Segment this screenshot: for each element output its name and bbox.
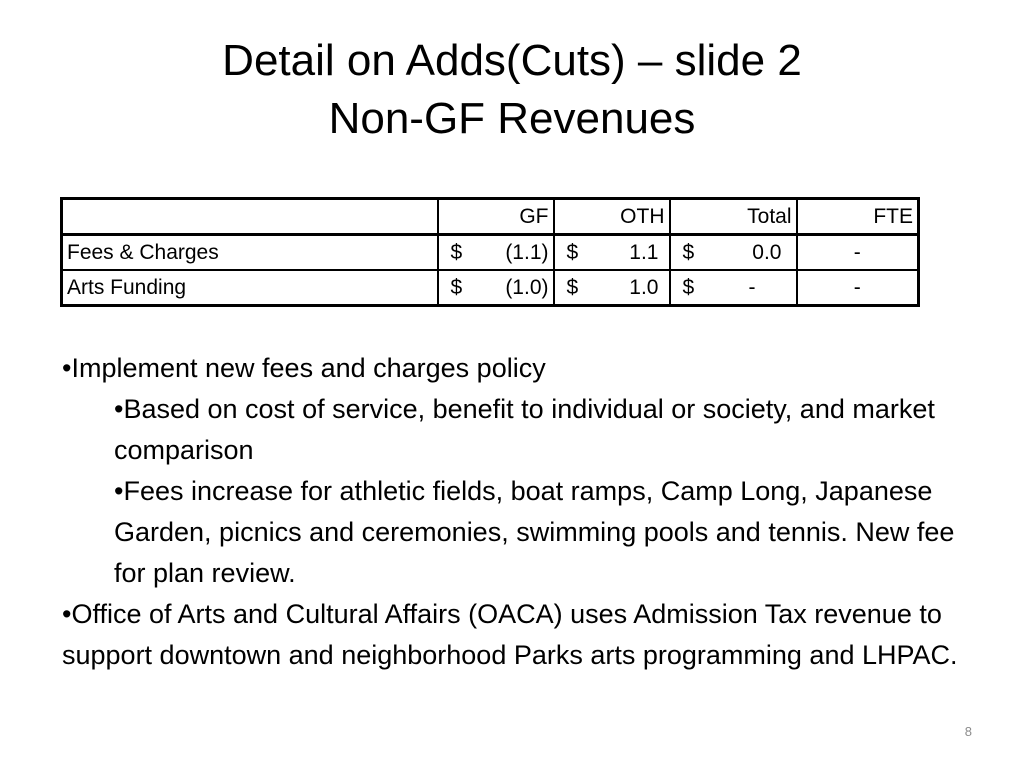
cell-fte: -: [797, 270, 919, 306]
title-line-2: Non-GF Revenues: [328, 94, 696, 143]
cell-oth: [554, 235, 670, 271]
gf-value: (1.1): [505, 240, 549, 264]
slide-number: 8: [964, 724, 972, 739]
slide-title: [0, 32, 1024, 148]
currency-symbol: $: [450, 275, 463, 299]
total-value: -: [748, 275, 756, 299]
row-label: Fees & Charges: [62, 235, 438, 271]
cell-fte: -: [797, 235, 919, 271]
currency-symbol: $: [682, 275, 695, 299]
cell-oth: [554, 270, 670, 306]
gf-value: (1.0): [505, 275, 549, 299]
row-label: Arts Funding: [62, 270, 438, 306]
table-row: [62, 235, 919, 271]
bullet-list: [62, 348, 962, 676]
cell-gf: [438, 235, 554, 271]
cell-gf: [438, 270, 554, 306]
header-gf: GF: [438, 199, 554, 235]
oth-value: 1.1: [629, 240, 659, 264]
currency-symbol: $: [682, 240, 695, 264]
cell-total: [670, 270, 797, 306]
currency-symbol: $: [566, 240, 579, 264]
sub-bullet-cost-basis: •Based on cost of service, benefit to individual or society, and market comparison: [114, 394, 935, 465]
budget-table: [60, 197, 920, 307]
total-value: 0.0: [752, 240, 782, 264]
table-row: [62, 270, 919, 306]
header-blank: [62, 199, 438, 235]
header-oth: OTH: [554, 199, 670, 235]
sub-bullet-fee-increases: •Fees increase for athletic fields, boat ramps, Camp Long, Japanese Garden, picnics and ceremonies, swimming pools and tennis. New fee for plan review.: [114, 476, 955, 588]
oth-value: 1.0: [629, 275, 659, 299]
header-total: Total: [670, 199, 797, 235]
cell-total: [670, 235, 797, 271]
currency-symbol: $: [566, 275, 579, 299]
table-header-row: [62, 199, 919, 235]
bullet-fees-policy: •Implement new fees and charges policy: [62, 353, 546, 383]
title-line-1: Detail on Adds(Cuts) – slide 2: [222, 36, 802, 85]
currency-symbol: $: [450, 240, 463, 264]
header-fte: FTE: [797, 199, 919, 235]
bullet-arts-funding: •Office of Arts and Cultural Affairs (OACA) uses Admission Tax revenue to support downtown and neighborhood Parks arts programming and LHPAC.: [62, 599, 958, 670]
